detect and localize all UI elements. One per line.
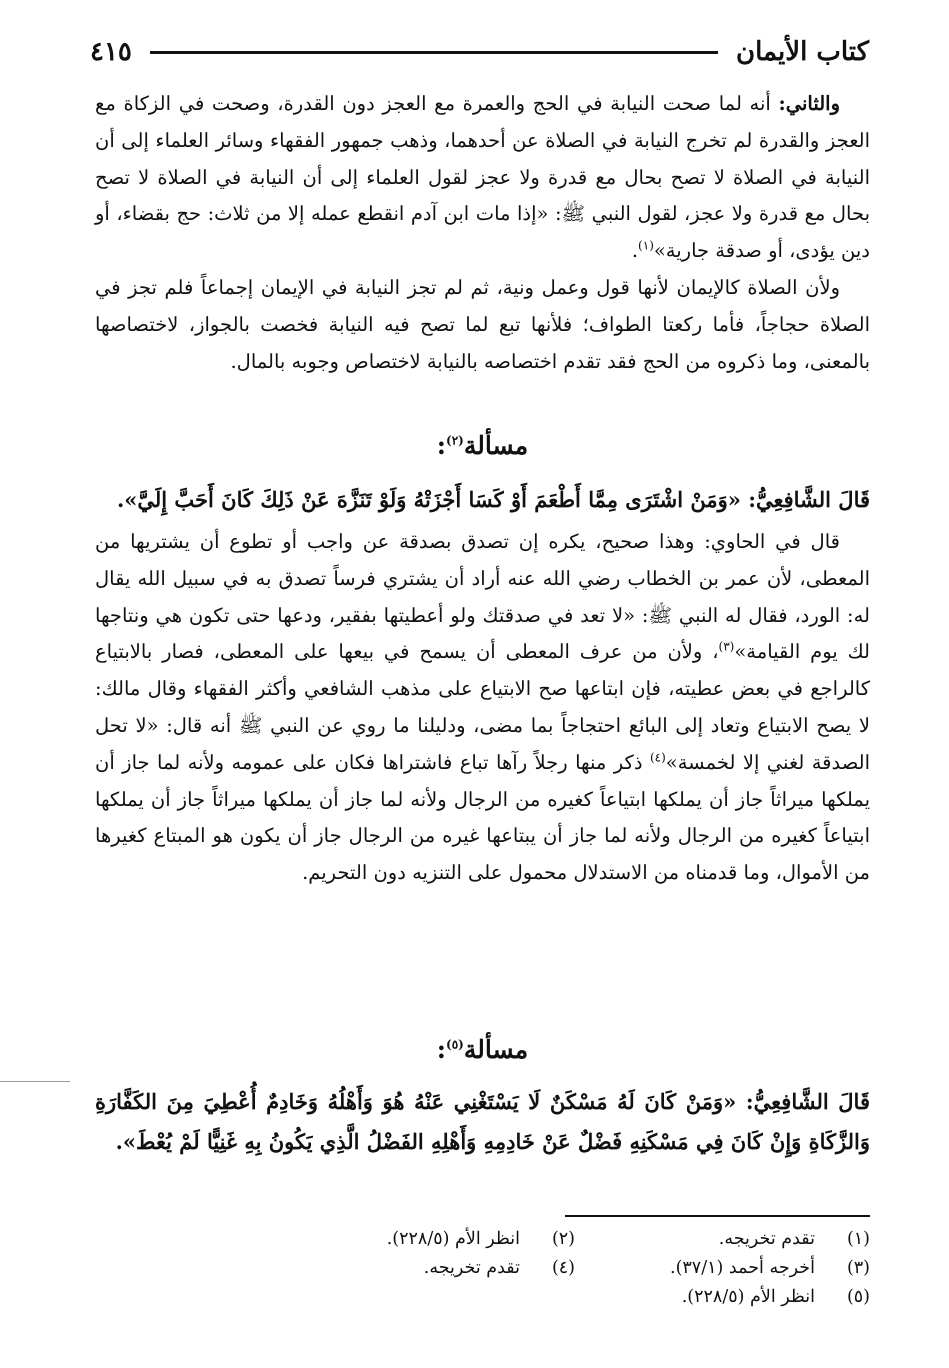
paragraph-second-argument [95, 86, 870, 270]
footnote-2 [280, 1225, 575, 1254]
footnote-ref-4: (٤) [649, 750, 666, 765]
commentary-paragraph [95, 524, 870, 892]
scan-artifact-line [0, 1081, 70, 1082]
section-opening [95, 86, 870, 380]
shafii-quote: قَالَ الشَّافِعِيُّ: «وَمَنْ اشْتَرَى مِمَّا أَطْعَمَ أَوْ كَسَا أَجْزَتْهُ وَلَوْ تَنَزَّهَ عَنْ ذَلِكَ كَانَ أَحَبَّ إِلَيَّ». [116, 487, 870, 512]
heading-colon: : [436, 431, 447, 460]
footnote-ref-3: (٣) [718, 639, 735, 654]
footnote-ref-2: (٢) [446, 433, 464, 448]
footnote-number: (٢) [551, 1229, 575, 1249]
footnote-1 [575, 1225, 870, 1254]
commentary-part-c: ذكر منها رجلاً رآها تباع فاشتراها فكان على عمومه ولأنه لما جاز أن يملكها ميراثاً جاز أن يملكها ابتياعاً كغيره من الرجال ولأنه لما جاز أن يملكها ميراثاً جاز أن يملكها ابتياعاً كغيره من الرجال ولأنه لما جاز أن يبتاعها غيره من الرجال جاز أن يكون هو المبتاع كغيرها من الأموال، وما قدمناه من الاستدلال محمول على التنزيه دون التحريم. [95, 750, 870, 885]
footnotes [280, 1225, 870, 1312]
commentary-part-a: قال في الحاوي: وهذا صحيح، يكره إن تصدق بصدقة عن واجب أو تطوع أن يشتريها من المعطى، لأن عمر بن الخطاب رضي الله عنه أراد أن يشتري فرساً تصدق به في سبيل الله يقال له: الورد، فقال له النبي ﷺ: «لا تعد في صدقتك ولو أعطيتها بفقير، ودعها حتى تكون هي ونتاجها لك يوم القيامة» [95, 530, 870, 664]
footnote-text: تقدم تخريجه. [423, 1258, 520, 1278]
footnote-ref-5: (٥) [446, 1037, 464, 1052]
footnote-row [280, 1225, 870, 1254]
heading-text: مسألة [463, 1035, 529, 1064]
page-header [90, 30, 869, 74]
paragraph-lead: والثاني: [778, 92, 841, 115]
footnote-separator [565, 1215, 870, 1217]
footnote-number: (٣) [846, 1258, 870, 1278]
heading-colon: : [436, 1035, 447, 1064]
paragraph-prayer-faith: ولأن الصلاة كالإيمان لأنها قول وعمل ونية، ثم لم تجز النيابة في الإيمان إجماعاً فلم تجز في الصلاة حجاجاً، فأما ركعتا الطواف؛ فلأنها تبع لما تصح فيه النيابة فخصت بالجواز، لاختصاصها بالمعنى، وما ذكروه من الحج فقد تقدم اختصاصه بالنيابة لاختصاص وجوبه بالمال. [95, 275, 870, 373]
footnote-3 [575, 1254, 870, 1283]
footnote-text: تقدم تخريجه. [718, 1229, 815, 1249]
footnote-row [280, 1283, 870, 1312]
footnote-number: (١) [846, 1229, 870, 1249]
page-number: ٤١٥ [90, 37, 132, 67]
footnote-ref-1: (١) [638, 238, 654, 253]
masala-heading [95, 426, 870, 466]
heading-text: مسألة [463, 431, 529, 460]
header-rule [150, 51, 718, 54]
running-title: كتاب الأيمان [735, 37, 869, 67]
masala-2 [95, 426, 870, 892]
footnote-number: (٤) [551, 1258, 575, 1278]
shafii-quote: قَالَ الشَّافِعِيُّ: «وَمَنْ كَانَ لَهُ مَسْكَنٌ لَا يَسْتَغْنِي عَنْهُ هُوَ وَأَهْلُهُ وَخَادِمٌ أُعْطِيَ مِنَ الكَفَّارَةِ وَالزَّكَاةِ وَإِنْ كَانَ فِي مَسْكَنِهِ فَضْلٌ عَنْ خَادِمِهِ وَأَهْلِهِ الفَضْلُ الَّذِي يَكُونُ بِهِ غَنِيًّا لَمْ يُعْطَ». [95, 1089, 870, 1154]
paragraph-text: أنه لما صحت النيابة في الحج والعمرة مع العجز دون القدرة، وصحت في الزكاة مع العجز والقدرة لم تخرج النيابة في الصلاة عن أحدهما، وذهب جمهور الفقهاء وسائر العلماء إلى أن النيابة في الصلاة لا تصح بحال مع قدرة ولا عجز لقول العلماء إلى أن النيابة في الصلاة لا تصح بحال مع قدرة ولا عجز، لقول النبي ﷺ: «إذا مات ابن آدم انقطع عمله إلا من ثلاث: حج بقضاء، أو دين يؤدى، أو صدقة جارية» [95, 92, 870, 263]
footnote-4 [280, 1254, 575, 1283]
masala-5 [95, 1030, 870, 1162]
footnote-number: (٥) [846, 1287, 870, 1307]
footnote-5 [575, 1283, 870, 1312]
masala-heading [95, 1030, 870, 1070]
commentary-part-b: ، ولأن من عرف المعطى أن يسمح في بيعها على المعطى، فصار بالابتياع كالراجع في بعض عطيته، فإن ابتاعها صح الابتياع على مذهب الشافعي وأكثر الفقهاء وقال مالك: لا يصح الابتياع وتعاد إلى البائع احتجاجاً بما مضى، ودليلنا ما روي عن النبي ﷺ أنه قال: «لا تحل الصدقة لغني إلا لخمسة» [95, 640, 871, 774]
footnote-text: انظر الأم (٢٢٨/٥). [681, 1287, 815, 1307]
footnote-text: انظر الأم (٢٢٨/٥). [386, 1229, 520, 1249]
footnote-text: أخرجه أحمد (٣٧/١). [670, 1258, 815, 1278]
footnote-row [280, 1254, 870, 1283]
paragraph-end: . [631, 239, 639, 263]
